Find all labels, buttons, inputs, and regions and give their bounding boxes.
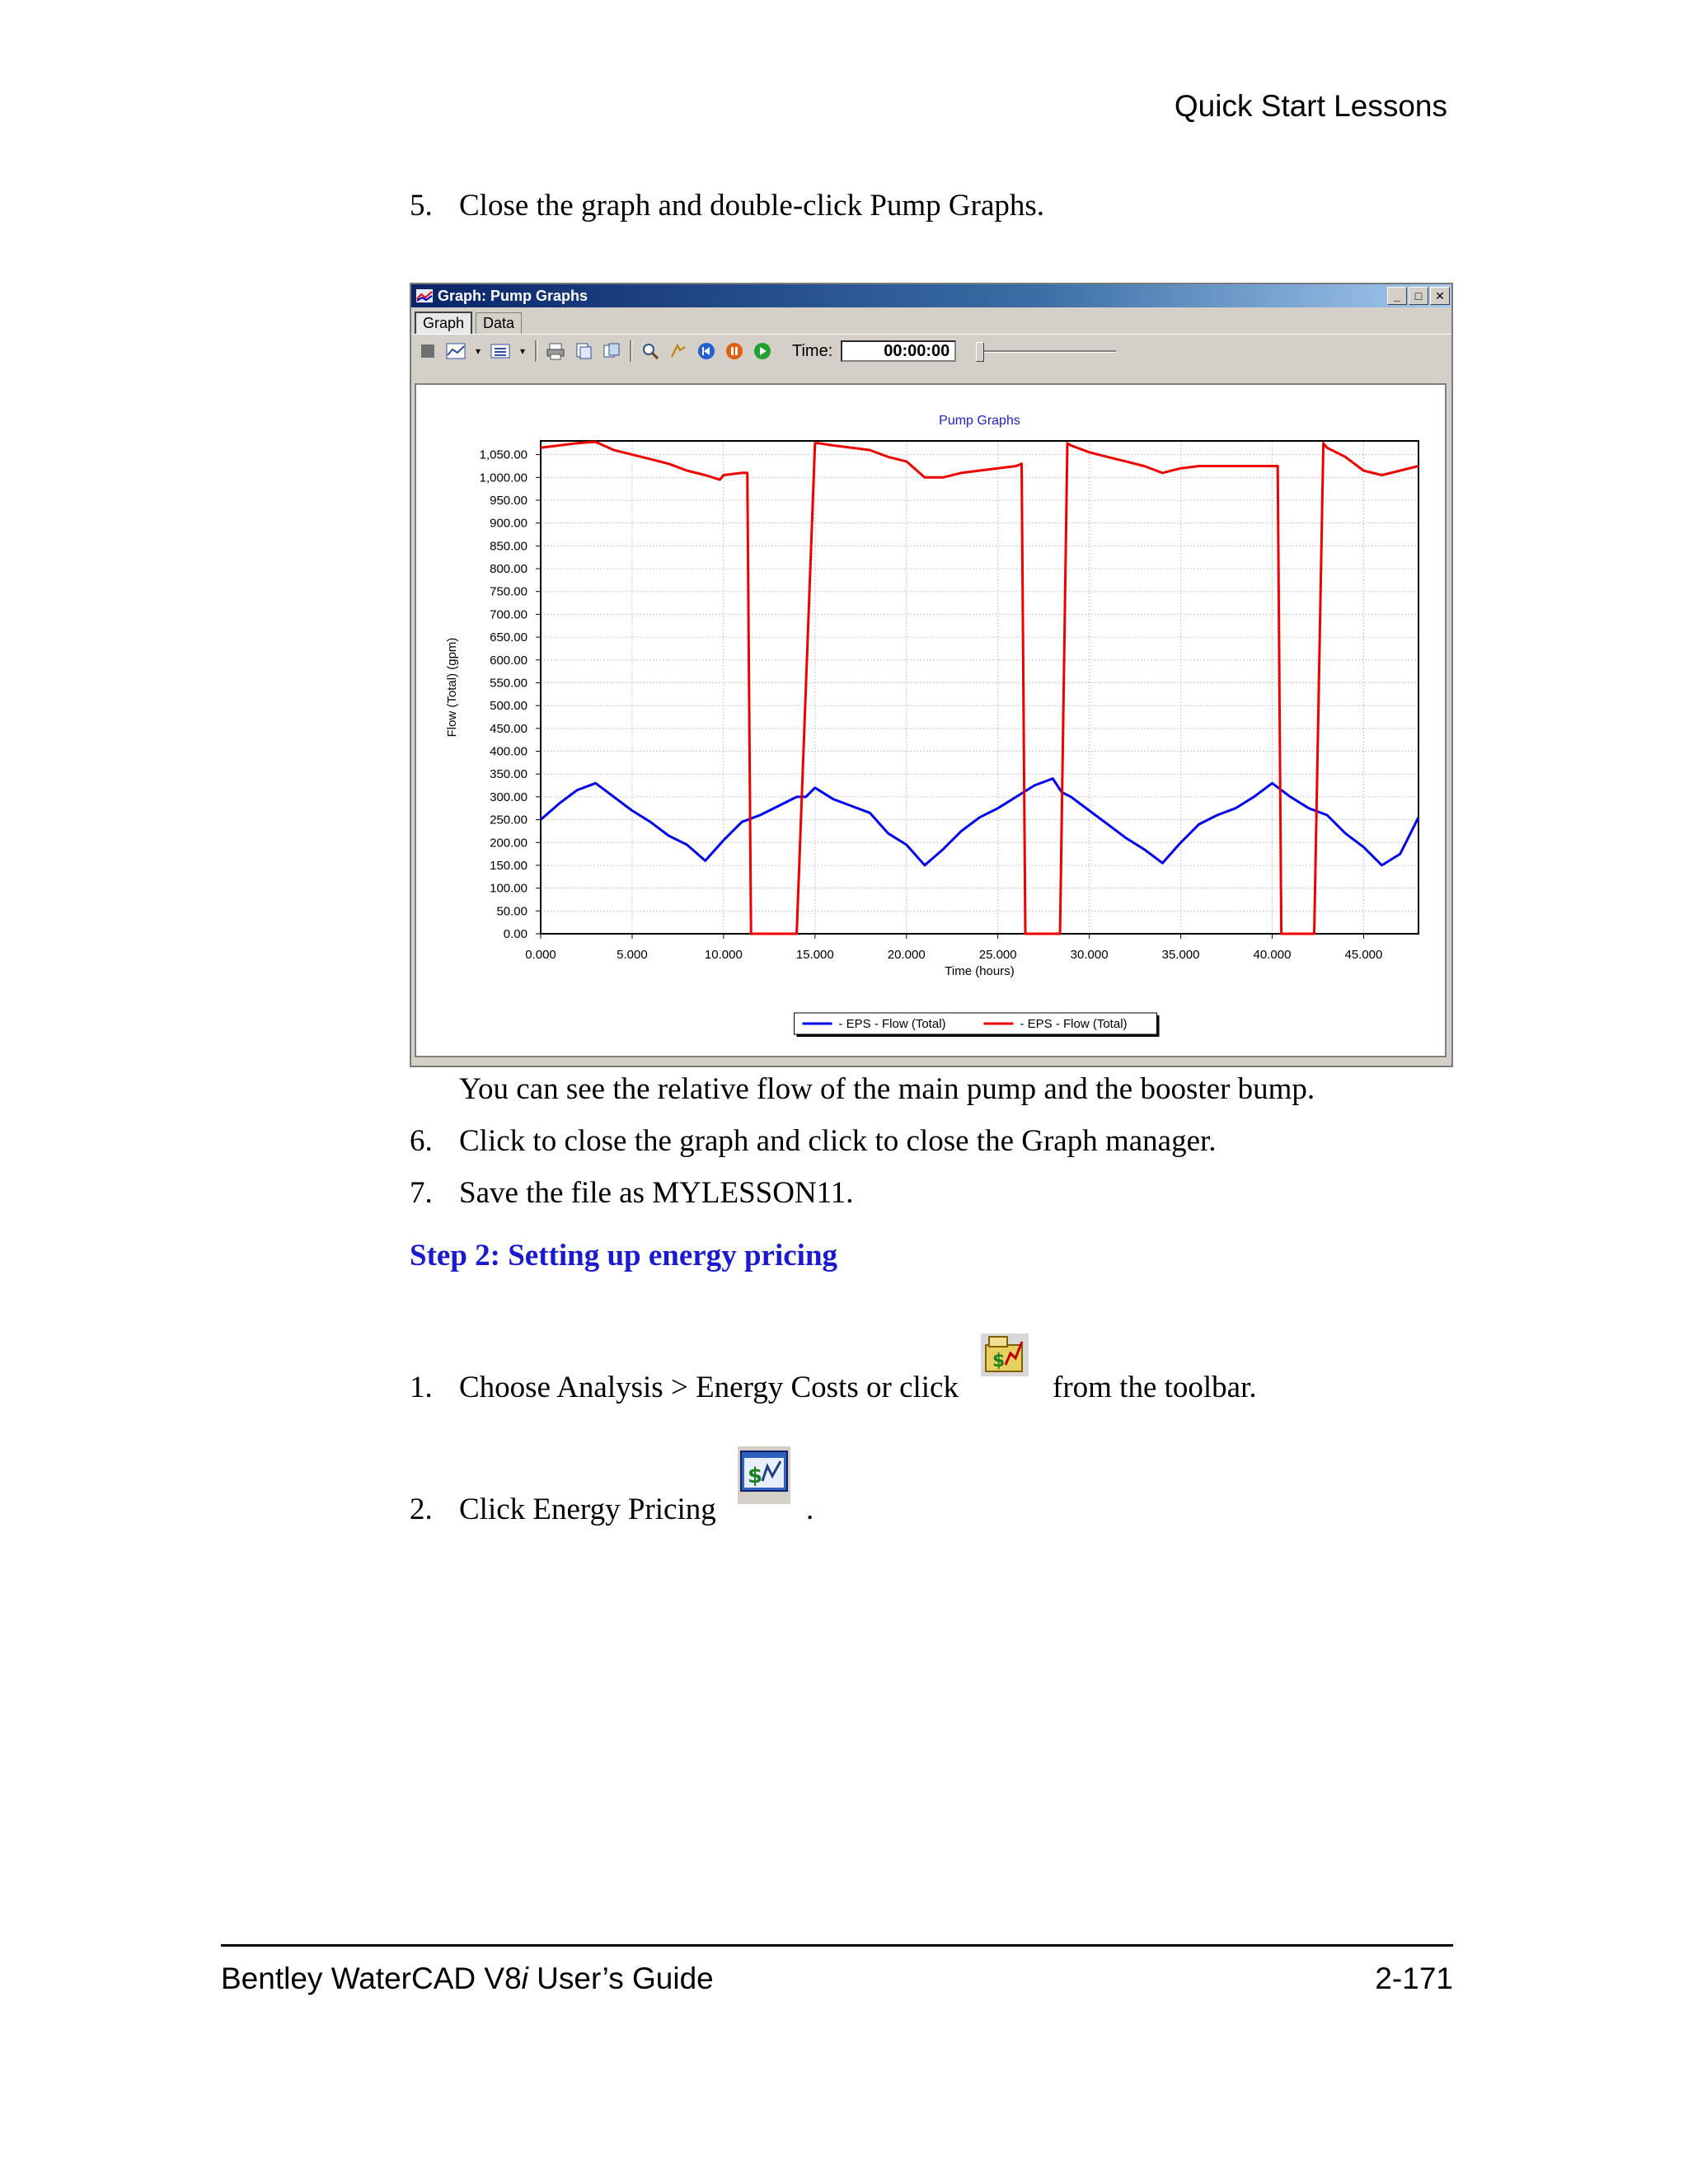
time-slider[interactable] (976, 340, 1116, 362)
x-tick-label: 25.000 (978, 948, 1017, 962)
y-tick-label: 150.00 (490, 858, 528, 873)
y-tick-label: 1,050.00 (479, 448, 528, 462)
y-tick-label: 0.00 (503, 927, 528, 941)
step-number: 5. (410, 189, 433, 223)
y-tick-label: 700.00 (490, 607, 528, 622)
export-icon[interactable] (602, 341, 621, 361)
step-text: Click Energy Pricing (459, 1493, 716, 1526)
y-tick-label: 100.00 (490, 881, 528, 896)
footer-book-title (221, 1961, 714, 1996)
step-2-suffix: . (806, 1493, 814, 1526)
stop-icon[interactable] (418, 341, 438, 361)
y-tick-label: 550.00 (490, 676, 528, 691)
y-tick-label: 900.00 (490, 516, 528, 531)
toolbar-separator (630, 340, 632, 362)
x-tick-label: 0.000 (525, 948, 556, 962)
svg-text:$: $ (748, 1464, 763, 1488)
graph-toolbar (411, 334, 1451, 368)
y-tick-label: 600.00 (490, 653, 528, 668)
note-text: You can see the relative flow of the main pump and the booster bump. (459, 1072, 1315, 1106)
step-6 (410, 1123, 1217, 1159)
step-text: Click to close the graph and click to close the Graph manager. (459, 1124, 1217, 1158)
tab-graph[interactable]: Graph (415, 312, 472, 334)
step-number: 6. (410, 1124, 433, 1158)
footer-rule (221, 1944, 1453, 1947)
graph-app-icon (416, 289, 433, 302)
step-text: Choose Analysis > Energy Costs or click (459, 1371, 959, 1404)
play-icon[interactable] (753, 341, 772, 361)
y-tick-label: 50.00 (496, 904, 528, 919)
window-titlebar (411, 284, 1451, 307)
dropdown-icon[interactable]: ▾ (475, 345, 481, 357)
x-tick-label: 40.000 (1253, 948, 1292, 962)
plot-area (415, 383, 1447, 1057)
pan-icon[interactable] (668, 341, 688, 361)
step-1-suffix: from the toolbar. (1053, 1371, 1257, 1404)
time-field[interactable]: 00:00:00 (841, 340, 956, 362)
energy-costs-icon (981, 1333, 1029, 1380)
x-tick-label: 30.000 (1070, 948, 1109, 962)
y-tick-label: 750.00 (490, 584, 528, 599)
section-heading: Step 2: Setting up energy pricing (410, 1239, 838, 1272)
y-tick-label: 400.00 (490, 744, 528, 759)
y-tick-label: 800.00 (490, 562, 528, 577)
print-icon[interactable] (546, 341, 565, 361)
y-tick-label: 350.00 (490, 767, 528, 782)
graph-window (410, 283, 1453, 1067)
plot-border (541, 441, 1418, 934)
list-icon[interactable] (490, 341, 510, 361)
y-tick-label: 950.00 (490, 493, 528, 508)
step-number: 2. (410, 1493, 433, 1526)
x-tick-label: 45.000 (1344, 948, 1383, 962)
minimize-icon: _ (1394, 289, 1400, 302)
series-line-0 (541, 779, 1418, 865)
zoom-icon[interactable] (640, 341, 660, 361)
y-axis-label: Flow (Total) (gpm) (445, 637, 459, 738)
step-number: 7. (410, 1176, 433, 1210)
y-tick-label: 500.00 (490, 699, 528, 714)
x-tick-label: 5.000 (617, 948, 648, 962)
x-tick-label: 10.000 (704, 948, 743, 962)
step-7 (410, 1175, 854, 1211)
maximize-icon: □ (1414, 289, 1423, 302)
graph-style-icon[interactable] (446, 341, 466, 361)
footer-title-main: Bentley WaterCAD V8 (221, 1961, 522, 1995)
time-label: Time: (792, 341, 833, 360)
svg-text:$: $ (992, 1351, 1006, 1371)
energy-pricing-icon (738, 1446, 790, 1508)
series-line-1 (541, 442, 1418, 934)
y-tick-label: 850.00 (490, 539, 528, 554)
step-5 (410, 188, 1044, 223)
y-tick-label: 200.00 (490, 836, 528, 851)
slider-thumb[interactable] (976, 342, 984, 362)
copy-icon[interactable] (574, 341, 593, 361)
step-text: Save the file as MYLESSON11. (459, 1176, 854, 1210)
window-title: Graph: Pump Graphs (438, 287, 588, 304)
pump-graph-chart (416, 385, 1445, 1056)
x-axis-label: Time (hours) (945, 964, 1015, 978)
dropdown-icon[interactable]: ▾ (519, 345, 526, 357)
tab-data[interactable]: Data (476, 312, 522, 334)
y-tick-label: 650.00 (490, 630, 528, 645)
footer-title-suffix: User’s Guide (528, 1961, 714, 1995)
close-button[interactable] (1430, 287, 1450, 305)
x-tick-label: 15.000 (795, 948, 834, 962)
minimize-button[interactable] (1387, 287, 1407, 305)
step-2-energy (410, 1492, 716, 1527)
step-text: Close the graph and double-click Pump Graphs. (459, 189, 1045, 223)
legend-entry: - EPS - Flow (Total) (838, 1017, 946, 1031)
step-1-energy (410, 1370, 959, 1405)
toolbar-separator (535, 340, 537, 362)
y-tick-label: 300.00 (490, 790, 528, 804)
chart-title: Pump Graphs (939, 414, 1020, 428)
page-number: 2-171 (1375, 1961, 1453, 1995)
y-tick-label: 1,000.00 (479, 471, 528, 485)
y-tick-label: 450.00 (490, 721, 528, 736)
pause-icon[interactable] (724, 341, 744, 361)
maximize-button[interactable] (1409, 287, 1428, 305)
legend-entry: - EPS - Flow (Total) (1020, 1017, 1128, 1031)
step-number: 1. (410, 1371, 433, 1404)
y-tick-label: 250.00 (490, 813, 528, 827)
footer-title-italic: i (521, 1961, 528, 1995)
close-icon: ✕ (1435, 288, 1445, 302)
rewind-icon[interactable] (696, 341, 716, 361)
x-tick-label: 35.000 (1161, 948, 1200, 962)
running-header: Quick Start Lessons (1174, 89, 1447, 123)
x-tick-label: 20.000 (887, 948, 926, 962)
